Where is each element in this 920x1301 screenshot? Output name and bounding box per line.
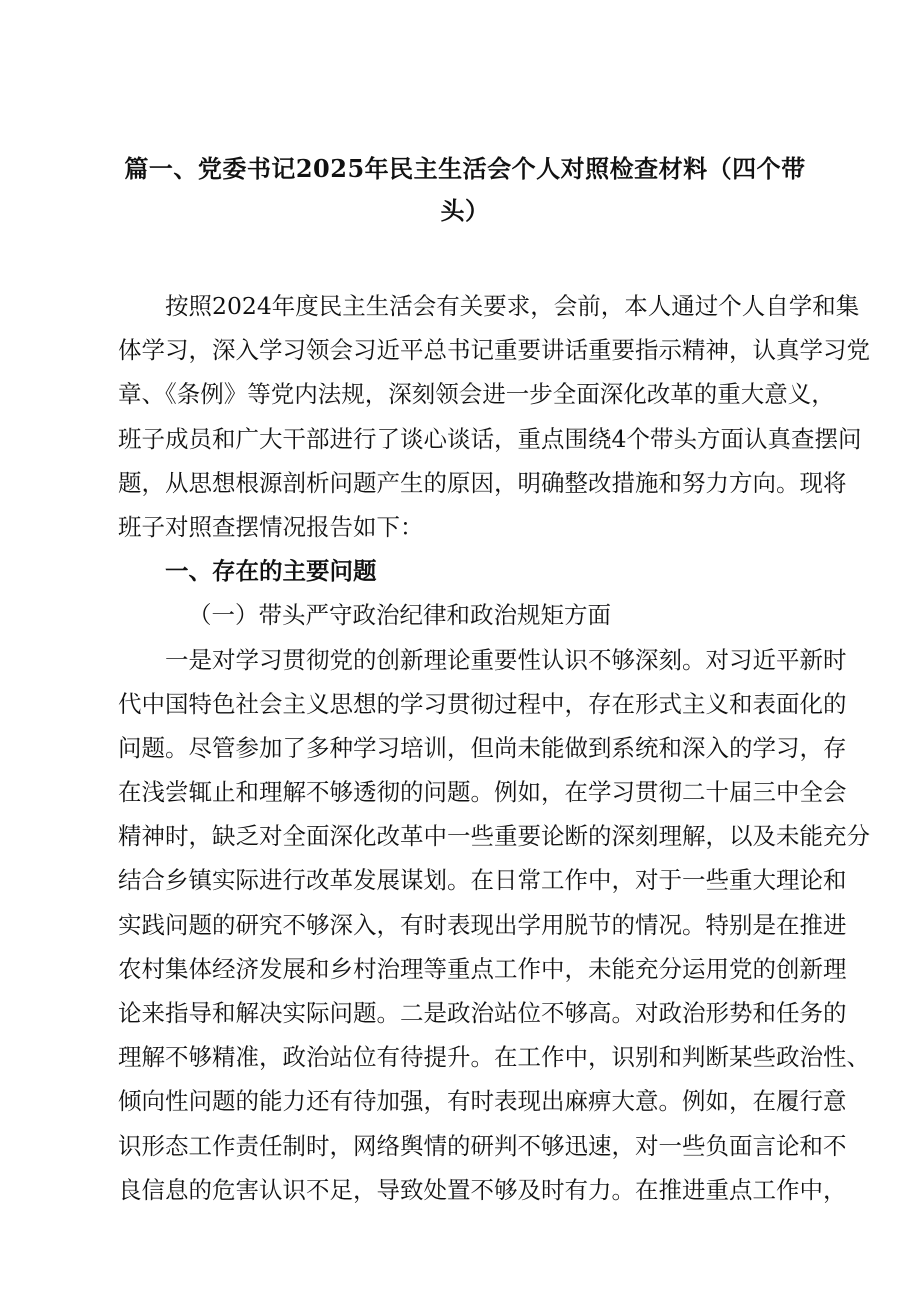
intro-line: 章、《条例》等党内法规，深刻领会进一步全面深化改革的重大意义， (118, 380, 835, 409)
paragraph-line: 理解不够精准，政治站位有待提升。在工作中，识别和判断某些政治性、 (118, 1043, 870, 1072)
title-line-1: 篇一、党委书记2025年民主生活会个人对照检查材料（四个带 (124, 154, 806, 183)
document-body (118, 284, 870, 1212)
intro-line: 体学习，深入学习领会习近平总书记重要讲话重要指示精神，认真学习党 (118, 336, 870, 365)
paragraph-line: 论来指导和解决实际问题。二是政治站位不够高。对政治形势和任务的 (118, 999, 847, 1027)
title-line-2: 头） (440, 196, 490, 225)
paragraph-line: 良信息的危害认识不足，导致处置不够及时有力。在推进重点工作中， (118, 1175, 847, 1204)
paragraph-line: 识形态工作责任制时，网络舆情的研判不够迅速，对一些负面言论和不 (118, 1131, 847, 1160)
intro-line: 班子成员和广大干部进行了谈心谈话，重点围绕4个带头方面认真查摆问 (118, 424, 862, 453)
document-title (120, 148, 810, 232)
section-heading: 一、存在的主要问题 (165, 557, 377, 586)
intro-line: 按照2024年度民主生活会有关要求，会前，本人通过个人自学和集 (165, 292, 860, 320)
paragraph-line: 精神时，缺乏对全面深化改革中一些重要论断的深刻理解，以及未能充分 (118, 822, 870, 851)
paragraph-line: 在浅尝辄止和理解不够透彻的问题。例如，在学习贯彻二十届三中全会 (118, 778, 847, 807)
intro-line: 题，从思想根源剖析问题产生的原因，明确整改措施和努力方向。现将 (118, 468, 847, 497)
paragraph-line: 倾向性问题的能力还有待加强，有时表现出麻痹大意。例如，在履行意 (118, 1087, 847, 1116)
intro-line: 班子对照查摆情况报告如下： (118, 512, 424, 541)
paragraph-line: 结合乡镇实际进行改革发展谋划。在日常工作中，对于一些重大理论和 (118, 866, 847, 895)
paragraph-line: 代中国特色社会主义思想的学习贯彻过程中，存在形式主义和表面化的 (118, 689, 847, 718)
paragraph-line: 农村集体经济发展和乡村治理等重点工作中，未能充分运用党的创新理 (118, 954, 847, 983)
subsection-heading: （一）带头严守政治纪律和政治规矩方面 (188, 601, 611, 630)
paragraph-line: 问题。尽管参加了多种学习培训，但尚未能做到系统和深入的学习，存 (118, 733, 847, 762)
paragraph-line: 实践问题的研究不够深入，有时表现出学用脱节的情况。特别是在推进 (118, 910, 847, 939)
paragraph-line: 一是对学习贯彻党的创新理论重要性认识不够深刻。对习近平新时 (165, 645, 847, 674)
